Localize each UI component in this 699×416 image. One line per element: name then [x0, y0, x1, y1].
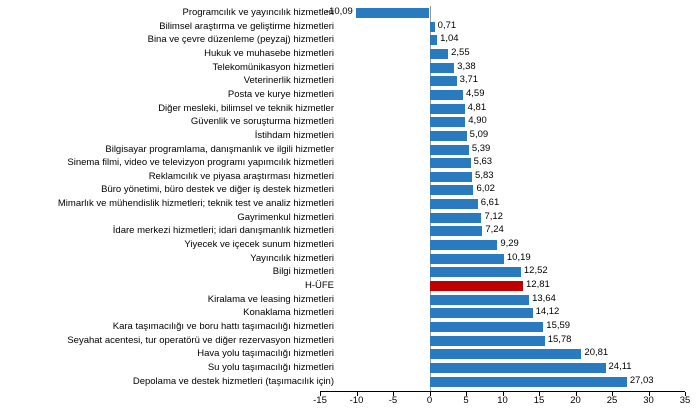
value-label: 10,19 — [506, 251, 531, 263]
category-label: Telekomünikasyon hizmetleri — [212, 61, 334, 73]
value-label: 4,81 — [467, 101, 487, 113]
bar-row — [0, 347, 699, 361]
category-label: Yiyecek ve içecek sunum hizmetleri — [184, 239, 334, 251]
bar-row — [0, 211, 699, 225]
value-label: 12,52 — [523, 265, 548, 277]
x-axis-tick-label: 30 — [643, 395, 654, 406]
bar-row — [0, 265, 699, 279]
category-label: Büro yönetimi, büro destek ve diğer iş destek hizmetleri — [101, 184, 334, 196]
bar-row — [0, 33, 699, 47]
bar — [430, 90, 464, 100]
bar — [430, 117, 466, 127]
bar — [430, 185, 474, 195]
value-label: 2,55 — [451, 46, 470, 58]
bar — [430, 226, 483, 236]
value-label: 4,90 — [468, 115, 487, 127]
x-axis-tick-label: 10 — [497, 395, 508, 406]
bar-row — [0, 115, 699, 129]
bar-row — [0, 375, 699, 389]
bar-row — [0, 252, 699, 266]
bar-row — [0, 279, 699, 293]
value-label: 3,71 — [459, 74, 479, 86]
category-label: Sinema filmi, video ve televizyon programı yapımcılık hizmetleri — [67, 157, 334, 169]
x-axis-tick-label: 20 — [570, 395, 581, 406]
x-axis-tick-label: -10 — [349, 395, 364, 406]
value-label: 14,12 — [535, 306, 560, 318]
bar-row — [0, 61, 699, 75]
category-label: Bina ve çevre düzenleme (peyzaj) hizmetleri — [147, 34, 334, 46]
bar — [430, 131, 467, 141]
category-label: Konaklama hizmetleri — [243, 307, 334, 319]
category-label: Reklamcılık ve piyasa araştırması hizmetleri — [148, 170, 334, 182]
bar-row — [0, 361, 699, 375]
x-axis-tick-label: -15 — [313, 395, 327, 406]
category-label: Diğer mesleki, bilimsel ve teknik hizmetler — [158, 102, 334, 114]
x-axis-tick-label: 5 — [463, 395, 469, 406]
bar — [430, 213, 482, 223]
bar — [430, 35, 438, 45]
value-label: 20,81 — [584, 347, 609, 359]
bar — [430, 377, 627, 387]
value-label: 5,83 — [475, 169, 494, 181]
category-label: İdare merkezi hizmetleri; idari danışmanlık hizmetleri — [112, 225, 334, 237]
bar-row — [0, 156, 699, 170]
value-label: 1,04 — [440, 33, 459, 45]
x-axis-tick-label: 25 — [606, 395, 618, 406]
bar-row — [0, 47, 699, 61]
x-axis-tick-label: -5 — [388, 395, 398, 406]
value-label: 5,39 — [471, 142, 491, 154]
bar-row — [0, 170, 699, 184]
x-axis-tick-label: 35 — [679, 395, 691, 406]
value-label: 3,38 — [457, 60, 476, 72]
bar-row — [0, 197, 699, 211]
bar — [430, 145, 469, 155]
category-label: H-ÜFE — [304, 280, 334, 291]
value-label: 5,63 — [473, 156, 493, 168]
category-label: Seyahat acentesi, tur operatörü ve diğer rezervasyon hizmetleri — [67, 334, 334, 346]
category-label: Güvenlik ve soruşturma hizmetleri — [190, 116, 334, 128]
value-label: 4,59 — [466, 87, 485, 99]
category-label: Gayrimenkul hizmetleri — [237, 211, 334, 223]
value-label: 6,61 — [480, 197, 500, 209]
bar — [430, 63, 455, 73]
bar — [430, 349, 582, 359]
bar-row — [0, 320, 699, 334]
category-label: Mimarlık ve mühendislik hizmetleri; teknik test ve analiz hizmetleri — [57, 198, 334, 210]
bar-row — [0, 224, 699, 238]
value-label: 24,11 — [608, 360, 632, 372]
value-label: 7,12 — [484, 210, 503, 222]
bar — [430, 308, 533, 318]
value-label: 9,29 — [500, 238, 519, 250]
bar — [356, 8, 430, 18]
category-label: Kara taşımacılığı ve boru hattı taşımacılığı hizmetleri — [112, 320, 334, 332]
value-label: 12,81 — [526, 279, 550, 290]
bar — [430, 76, 457, 86]
bar — [430, 322, 544, 332]
category-label: Bilgisayar programlama, danışmanlık ve ilgili hizmetler — [105, 143, 334, 155]
category-label: İstihdam hizmetleri — [254, 129, 334, 141]
bar-row — [0, 238, 699, 252]
bar-row — [0, 143, 699, 157]
category-label: Depolama ve destek hizmetleri (taşımacılık için) — [132, 375, 334, 387]
value-label: 27,03 — [629, 374, 654, 386]
value-label: 7,24 — [485, 224, 504, 236]
category-label: Hukuk ve muhasebe hizmetleri — [204, 47, 334, 59]
bar-row — [0, 88, 699, 102]
value-label: -10,09 — [325, 6, 353, 17]
value-label: 13,64 — [532, 292, 556, 304]
bar — [430, 240, 498, 250]
category-label: Yayıncılık hizmetleri — [250, 252, 334, 264]
bar — [430, 158, 471, 168]
bar — [430, 363, 606, 373]
bar-row — [0, 129, 699, 143]
category-label: Su yolu taşımacılığı hizmetleri — [207, 361, 334, 373]
category-label: Bilimsel araştırma ve geliştirme hizmetleri — [159, 20, 334, 32]
bar-row — [0, 74, 699, 88]
value-label: 15,59 — [546, 319, 571, 331]
bar — [430, 22, 435, 32]
category-label: Bilgi hizmetleri — [272, 266, 334, 278]
value-label: 15,78 — [547, 333, 572, 345]
bar — [430, 199, 478, 209]
bar — [430, 49, 449, 59]
bar-row — [0, 20, 699, 34]
category-label: Veterinerlik hizmetleri — [243, 75, 334, 87]
bar-row — [0, 293, 699, 307]
bar-row — [0, 102, 699, 116]
bar — [430, 254, 504, 264]
x-axis-tick-label: 0 — [426, 395, 433, 406]
bar-row — [0, 183, 699, 197]
value-label: 6,02 — [476, 183, 495, 195]
bar — [430, 336, 545, 346]
bar-row — [0, 6, 699, 20]
category-label: Posta ve kurye hizmetleri — [227, 88, 334, 100]
bar — [430, 172, 473, 182]
value-label: 5,09 — [469, 128, 489, 140]
category-label: Programcılık ve yayıncılık hizmetleri — [182, 7, 334, 18]
x-axis-tick-label: 15 — [533, 395, 545, 406]
value-label: 0,71 — [437, 19, 457, 31]
bar — [430, 104, 465, 114]
bar — [430, 267, 521, 277]
category-label: Kiralama ve leasing hizmetleri — [207, 293, 334, 305]
category-label: Hava yolu taşımacılığı hizmetleri — [197, 348, 334, 360]
bar — [430, 295, 530, 305]
bar — [430, 281, 524, 291]
bar-row — [0, 306, 699, 320]
